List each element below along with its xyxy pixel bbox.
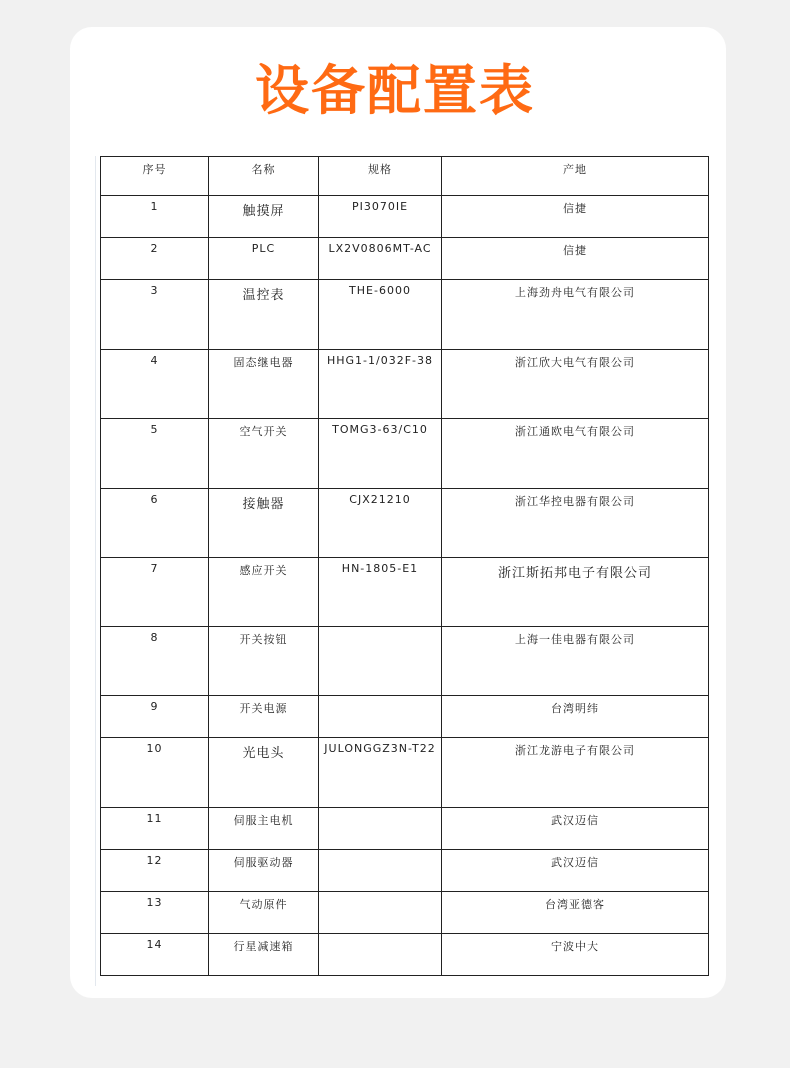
cell-no: 7 — [101, 558, 209, 627]
table-row — [101, 238, 709, 280]
cell-spec — [319, 892, 442, 934]
header-no: 序号 — [101, 157, 209, 196]
cell-origin: 台湾明纬 — [442, 696, 709, 738]
cell-origin: 浙江欣大电气有限公司 — [442, 350, 709, 419]
cell-spec: THE-6000 — [319, 280, 442, 350]
cell-name: 触摸屏 — [209, 196, 319, 238]
table-row — [101, 350, 709, 419]
table-row — [101, 696, 709, 738]
table-row — [101, 738, 709, 808]
equipment-table — [100, 156, 709, 976]
cell-spec: TOMG3-63/C10 — [319, 419, 442, 489]
cell-origin: 台湾亚德客 — [442, 892, 709, 934]
cell-spec — [319, 696, 442, 738]
table-row — [101, 489, 709, 558]
cell-name: 光电头 — [209, 738, 319, 808]
cell-spec: HHG1-1/032F-38 — [319, 350, 442, 419]
table-row — [101, 850, 709, 892]
cell-spec: HN-1805-E1 — [319, 558, 442, 627]
cell-origin: 信捷 — [442, 196, 709, 238]
table-row — [101, 808, 709, 850]
cell-name: 空气开关 — [209, 419, 319, 489]
table-row — [101, 558, 709, 627]
cell-origin: 武汉迈信 — [442, 808, 709, 850]
header-spec: 规格 — [319, 157, 442, 196]
cell-no: 12 — [101, 850, 209, 892]
table-row — [101, 280, 709, 350]
cell-name: 感应开关 — [209, 558, 319, 627]
cell-name: 开关按钮 — [209, 627, 319, 696]
cell-spec: PI3070IE — [319, 196, 442, 238]
cell-spec: CJX21210 — [319, 489, 442, 558]
cell-origin: 信捷 — [442, 238, 709, 280]
cell-name: 接触器 — [209, 489, 319, 558]
cell-no: 9 — [101, 696, 209, 738]
table-row — [101, 196, 709, 238]
cell-name: PLC — [209, 238, 319, 280]
cell-name: 开关电源 — [209, 696, 319, 738]
cell-spec: JULONGGZ3N-T22 — [319, 738, 442, 808]
table-row — [101, 934, 709, 976]
cell-name: 伺服主电机 — [209, 808, 319, 850]
cell-origin: 浙江华控电器有限公司 — [442, 489, 709, 558]
cell-origin: 浙江通欧电气有限公司 — [442, 419, 709, 489]
table-header-row — [101, 157, 709, 196]
cell-name: 行星减速箱 — [209, 934, 319, 976]
cell-origin: 武汉迈信 — [442, 850, 709, 892]
cell-no: 14 — [101, 934, 209, 976]
table-row — [101, 892, 709, 934]
cell-spec — [319, 934, 442, 976]
cell-spec — [319, 627, 442, 696]
cell-no: 11 — [101, 808, 209, 850]
cell-origin: 浙江龙游电子有限公司 — [442, 738, 709, 808]
cell-spec — [319, 808, 442, 850]
cell-no: 10 — [101, 738, 209, 808]
cell-name: 伺服驱动器 — [209, 850, 319, 892]
cell-no: 3 — [101, 280, 209, 350]
page-title: 设备配置表 — [255, 59, 535, 122]
cell-no: 13 — [101, 892, 209, 934]
cell-origin: 上海劲舟电气有限公司 — [442, 280, 709, 350]
header-origin: 产地 — [442, 157, 709, 196]
cell-origin: 宁波中大 — [442, 934, 709, 976]
divider — [95, 156, 96, 986]
cell-no: 5 — [101, 419, 209, 489]
table-row — [101, 627, 709, 696]
cell-spec: LX2V0806MT-AC — [319, 238, 442, 280]
cell-no: 8 — [101, 627, 209, 696]
cell-origin: 上海一佳电器有限公司 — [442, 627, 709, 696]
table-row — [101, 419, 709, 489]
cell-spec — [319, 850, 442, 892]
cell-no: 6 — [101, 489, 209, 558]
cell-origin: 浙江斯拓邦电子有限公司 — [442, 558, 709, 627]
cell-no: 4 — [101, 350, 209, 419]
cell-no: 1 — [101, 196, 209, 238]
cell-no: 2 — [101, 238, 209, 280]
cell-name: 温控表 — [209, 280, 319, 350]
header-name: 名称 — [209, 157, 319, 196]
cell-name: 气动原件 — [209, 892, 319, 934]
cell-name: 固态继电器 — [209, 350, 319, 419]
